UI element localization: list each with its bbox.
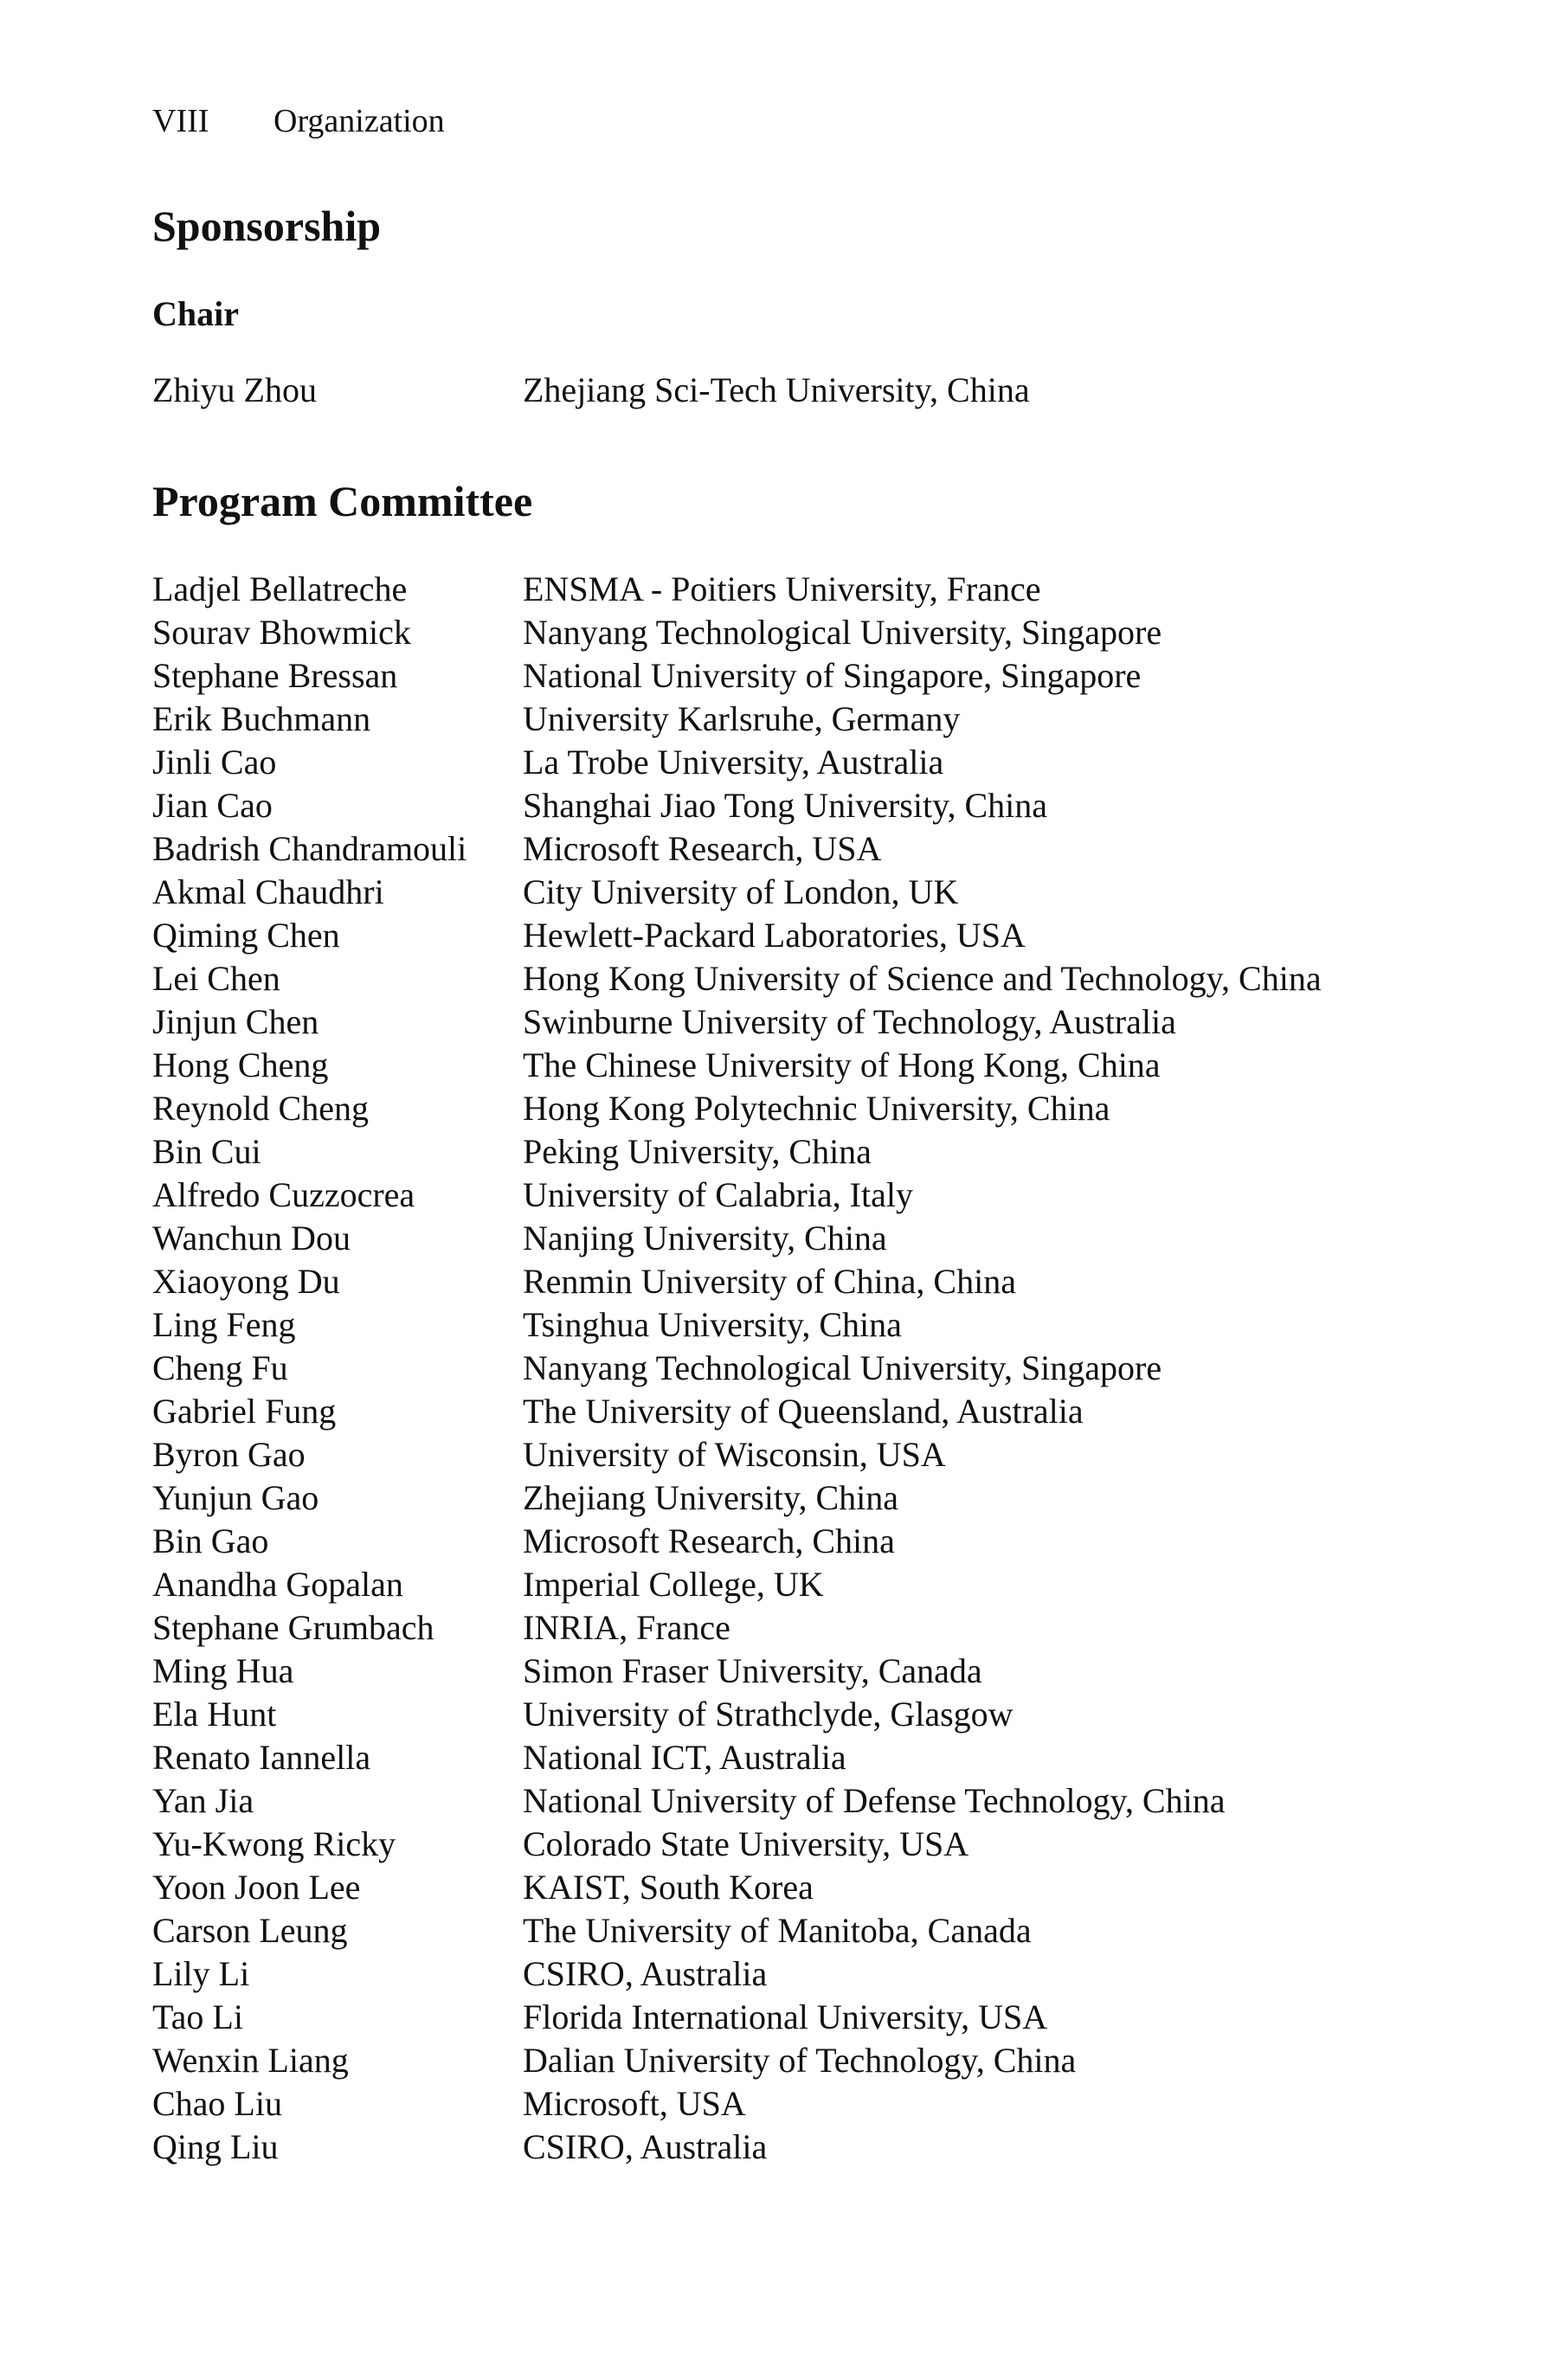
member-affiliation: Peking University, China [523, 1132, 872, 1171]
committee-member-row [152, 2039, 1322, 2082]
member-name: Jinjun Chen [152, 1002, 319, 1041]
member-affiliation: INRIA, France [523, 1608, 730, 1647]
member-affiliation: Florida International University, USA [523, 1997, 1048, 2036]
committee-member-row [152, 1779, 1322, 1823]
committee-member-row [152, 1866, 1322, 1909]
member-name: Byron Gao [152, 1435, 306, 1474]
member-name: Lily Li [152, 1954, 250, 1993]
committee-member-row [152, 1260, 1322, 1303]
member-affiliation: Simon Fraser University, Canada [523, 1651, 982, 1690]
member-name: Ladjel Bellatreche [152, 569, 408, 608]
member-affiliation: Renmin University of China, China [523, 1262, 1016, 1301]
member-name: Ela Hunt [152, 1695, 277, 1734]
committee-member-row [152, 1736, 1322, 1779]
running-head [152, 102, 445, 140]
member-affiliation: Zhejiang University, China [523, 1478, 898, 1517]
member-name: Ming Hua [152, 1651, 294, 1690]
program-committee-heading: Program Committee [152, 477, 533, 525]
committee-member-row [152, 957, 1322, 1000]
member-name: Yu-Kwong Ricky [152, 1824, 396, 1863]
member-affiliation: National University of Singapore, Singapore [523, 656, 1142, 695]
committee-member-row [152, 1909, 1322, 1952]
running-head-section: Organization [274, 103, 445, 139]
member-affiliation: University Karlsruhe, Germany [523, 699, 961, 738]
committee-member-row [152, 1433, 1322, 1476]
member-affiliation: University of Calabria, Italy [523, 1175, 913, 1214]
member-affiliation: University of Wisconsin, USA [523, 1435, 946, 1474]
committee-member-row [152, 1130, 1322, 1174]
member-affiliation: National ICT, Australia [523, 1738, 846, 1777]
committee-member-row [152, 1303, 1322, 1347]
member-name: Chao Liu [152, 2084, 282, 2123]
member-name: Cheng Fu [152, 1348, 288, 1387]
member-affiliation: Nanyang Technological University, Singapore [523, 613, 1162, 652]
member-affiliation: CSIRO, Australia [523, 2127, 768, 2166]
committee-member-row [152, 1520, 1322, 1563]
member-name: Reynold Cheng [152, 1089, 369, 1128]
chair-affiliation: Zhejiang Sci-Tech University, China [523, 370, 1030, 409]
committee-member-row [152, 871, 1322, 914]
committee-member-row [152, 611, 1322, 654]
member-affiliation: The University of Manitoba, Canada [523, 1911, 1032, 1950]
member-affiliation: Shanghai Jiao Tong University, China [523, 786, 1048, 825]
member-affiliation: Hong Kong Polytechnic University, China [523, 1089, 1110, 1128]
committee-member-row [152, 1087, 1322, 1130]
member-affiliation: KAIST, South Korea [523, 1868, 814, 1907]
committee-member-row [152, 1650, 1322, 1693]
member-affiliation: The Chinese University of Hong Kong, China [523, 1045, 1161, 1084]
member-affiliation: The University of Queensland, Australia [523, 1392, 1084, 1431]
member-name: Bin Gao [152, 1521, 269, 1560]
member-affiliation: La Trobe University, Australia [523, 743, 944, 782]
member-affiliation: National University of Defense Technology, China [523, 1781, 1226, 1820]
member-affiliation: Hong Kong University of Science and Technology, China [523, 959, 1322, 998]
member-affiliation: ENSMA - Poitiers University, France [523, 569, 1041, 608]
member-affiliation: Colorado State University, USA [523, 1824, 969, 1863]
member-name: Wanchun Dou [152, 1219, 351, 1258]
member-affiliation: CSIRO, Australia [523, 1954, 768, 1993]
member-name: Jian Cao [152, 786, 273, 825]
member-affiliation: City University of London, UK [523, 872, 959, 911]
member-name: Qiming Chen [152, 916, 340, 955]
committee-member-row [152, 1390, 1322, 1433]
member-name: Wenxin Liang [152, 2041, 349, 2080]
program-committee-list [152, 568, 1322, 2169]
committee-member-row [152, 2126, 1322, 2169]
member-name: Bin Cui [152, 1132, 261, 1171]
committee-member-row [152, 1217, 1322, 1260]
member-affiliation: Dalian University of Technology, China [523, 2041, 1077, 2080]
member-affiliation: Swinburne University of Technology, Australia [523, 1002, 1176, 1041]
committee-member-row [152, 784, 1322, 827]
chair-name: Zhiyu Zhou [152, 370, 317, 409]
committee-member-row [152, 1606, 1322, 1650]
member-name: Stephane Bressan [152, 656, 398, 695]
committee-member-row [152, 1476, 1322, 1520]
member-name: Erik Buchmann [152, 699, 371, 738]
committee-member-row [152, 1693, 1322, 1736]
committee-member-row [152, 1347, 1322, 1390]
committee-member-row [152, 741, 1322, 784]
committee-member-row [152, 1000, 1322, 1044]
member-name: Akmal Chaudhri [152, 872, 384, 911]
member-name: Carson Leung [152, 1911, 348, 1950]
committee-member-row [152, 1996, 1322, 2039]
member-name: Jinli Cao [152, 743, 277, 782]
member-name: Sourav Bhowmick [152, 613, 411, 652]
chair-row [152, 369, 1030, 412]
member-name: Yunjun Gao [152, 1478, 319, 1517]
member-name: Qing Liu [152, 2127, 279, 2166]
member-name: Lei Chen [152, 959, 280, 998]
member-name: Ling Feng [152, 1305, 296, 1344]
committee-member-row [152, 1823, 1322, 1866]
member-name: Yan Jia [152, 1781, 254, 1820]
chair-heading: Chair [152, 294, 239, 333]
member-affiliation: Nanjing University, China [523, 1219, 887, 1258]
committee-member-row [152, 654, 1322, 698]
member-affiliation: Microsoft Research, China [523, 1521, 895, 1560]
committee-member-row [152, 827, 1322, 871]
committee-member-row [152, 698, 1322, 741]
committee-member-row [152, 1952, 1322, 1996]
committee-member-row [152, 1174, 1322, 1217]
member-name: Stephane Grumbach [152, 1608, 434, 1647]
member-affiliation: Nanyang Technological University, Singapore [523, 1348, 1162, 1387]
committee-member-row [152, 2082, 1322, 2126]
committee-member-row [152, 914, 1322, 957]
member-affiliation: Imperial College, UK [523, 1565, 824, 1604]
member-affiliation: Microsoft, USA [523, 2084, 746, 2123]
member-name: Tao Li [152, 1997, 243, 2036]
page-number: VIII [152, 103, 209, 139]
member-name: Xiaoyong Du [152, 1262, 340, 1301]
committee-member-row [152, 1044, 1322, 1087]
member-affiliation: University of Strathclyde, Glasgow [523, 1695, 1014, 1734]
member-affiliation: Microsoft Research, USA [523, 829, 882, 868]
member-name: Badrish Chandramouli [152, 829, 467, 868]
member-name: Alfredo Cuzzocrea [152, 1175, 415, 1214]
member-name: Gabriel Fung [152, 1392, 337, 1431]
committee-member-row [152, 568, 1322, 611]
member-name: Hong Cheng [152, 1045, 329, 1084]
sponsorship-heading: Sponsorship [152, 202, 382, 250]
member-name: Renato Iannella [152, 1738, 371, 1777]
member-affiliation: Hewlett-Packard Laboratories, USA [523, 916, 1026, 955]
member-name: Anandha Gopalan [152, 1565, 403, 1604]
member-affiliation: Tsinghua University, China [523, 1305, 902, 1344]
committee-member-row [152, 1563, 1322, 1606]
member-name: Yoon Joon Lee [152, 1868, 361, 1907]
